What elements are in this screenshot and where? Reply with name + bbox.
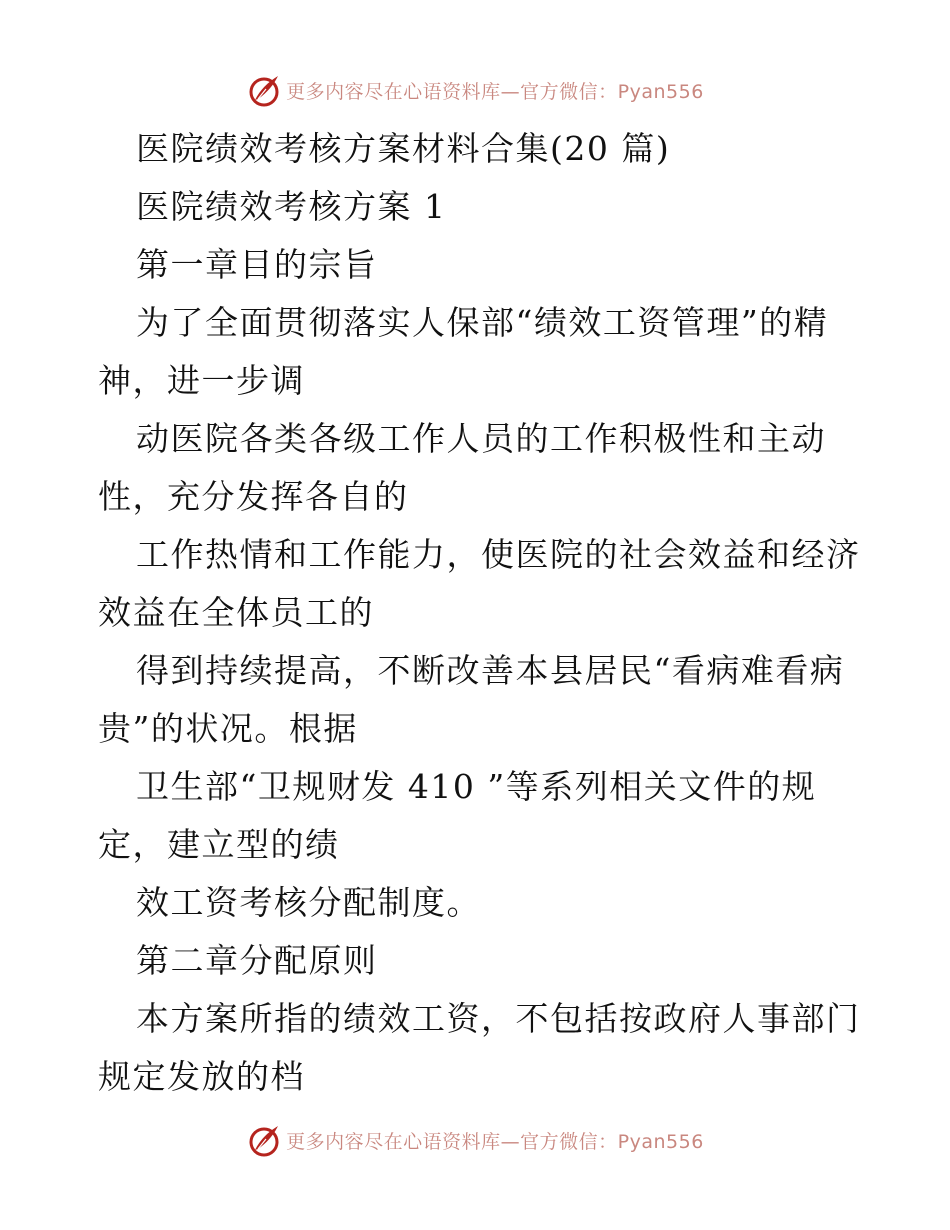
text-line: 效工资考核分配制度。	[136, 883, 481, 922]
text-line: 得到持续提高，不断改善本县居民“看病难看病	[136, 651, 845, 690]
text-line: 卫生部“卫规财发 410 ”等系列相关文件的规	[136, 767, 817, 806]
text-line: 本方案所指的绩效工资，不包括按政府人事部门	[136, 999, 861, 1038]
text-line: 性，充分发挥各自的	[98, 477, 409, 516]
feather-pen-logo-icon	[246, 1122, 282, 1158]
text-line: 规定发放的档	[98, 1057, 305, 1096]
text-line: 贵”的状况。根据	[98, 709, 358, 748]
text-line: 第一章目的宗旨	[136, 245, 378, 284]
text-line: 神，进一步调	[98, 361, 305, 400]
text-line: 工作热情和工作能力，使医院的社会效益和经济	[136, 535, 861, 574]
text-line: 为了全面贯彻落实人保部“绩效工资管理”的精	[136, 303, 829, 342]
text-line: 效益在全体员工的	[98, 593, 374, 632]
document-body	[98, 120, 861, 1106]
feather-pen-logo-icon	[246, 72, 282, 108]
text-line: 医院绩效考核方案材料合集(20 篇)	[136, 129, 671, 168]
text-line: 动医院各类各级工作人员的工作积极性和主动	[136, 419, 826, 458]
footer-banner	[0, 1120, 950, 1160]
text-line: 医院绩效考核方案 1	[136, 187, 447, 226]
header-banner-text: 更多内容尽在心语资料库—官方微信：Pyan556	[286, 80, 704, 103]
footer-banner-text: 更多内容尽在心语资料库—官方微信：Pyan556	[286, 1130, 704, 1153]
text-line: 第二章分配原则	[136, 941, 378, 980]
text-line: 定，建立型的绩	[98, 825, 340, 864]
header-banner	[0, 70, 950, 110]
